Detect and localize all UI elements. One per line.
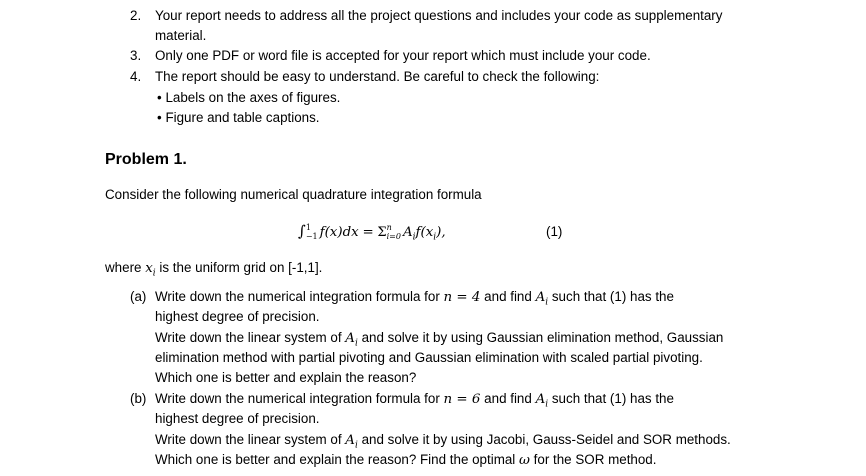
bullet-text: Figure and table captions. [165,110,320,125]
integral-sign: ∫ [298,222,306,240]
sum-sign: Σ [377,225,387,240]
bullet-item [157,88,340,109]
problem-intro: Consider the following numerical quadrature integration formula [105,187,482,202]
bullet-item [157,108,320,129]
where-prefix: where [105,260,142,275]
where-suffix: is the uniform grid on [-1,1]. [159,260,323,275]
part-b-line4: Which one is better and explain the reason? Find the optimal ω for the SOR method. [155,452,657,468]
part-b-label: (b) [130,391,147,406]
part-b-line3: Write down the linear system of $A_i$ and solve it by using Jacobi, Gauss-Seidel and SOR methods. [155,432,731,451]
grid-variable: $x_i$ [145,261,156,279]
part-a-line5: Which one is better and explain the reason? [155,370,417,385]
item-4-number: 4. [130,69,142,84]
integrand: f(x)dx [319,225,359,240]
item-3-number: 3. [130,48,142,63]
quadrature-equation [298,221,446,244]
integral-lower-limit: −1 [305,232,318,242]
bullet-text: Labels on the axes of figures. [165,90,341,105]
item-4-text: The report should be easy to understand. Be careful to check the following: [155,69,600,84]
bullet-icon: • [157,110,162,125]
coefficient: $A_if(x_i)$, [402,225,446,243]
part-a-line3: Write down the linear system of $A_i$ and solve it by using Gaussian elimination method, Gaussian [155,330,724,349]
equation-number: (1) [546,224,563,239]
part-a-line1: Write down the numerical integration formula for n = 4 and find $A_i$ such that (1) has the [155,289,674,308]
part-a-line4: elimination method with partial pivoting and Gaussian elimination with scaled partial pivoting. [155,350,703,365]
item-3-text: Only one PDF or word file is accepted for your report which must include your code. [155,48,651,63]
part-b-line1: Write down the numerical integration formula for n = 6 and find $A_i$ such that (1) has the [155,391,674,410]
equals-sign: = [362,225,374,240]
bullet-icon: • [157,90,162,105]
integral-upper-limit: 1 [305,223,311,233]
item-2-line1: Your report needs to address all the project questions and includes your code as supplementary [155,8,723,23]
sum-upper-limit: n [386,223,392,233]
part-b-line2: highest degree of precision. [155,411,320,426]
problem-title: Problem 1. [105,151,187,168]
item-2-number: 2. [130,8,142,23]
sum-lower-limit: i=0 [386,232,401,242]
part-a-line2: highest degree of precision. [155,309,320,324]
item-2-line2: material. [155,28,207,43]
where-line [105,258,322,280]
part-a-label: (a) [130,289,147,304]
